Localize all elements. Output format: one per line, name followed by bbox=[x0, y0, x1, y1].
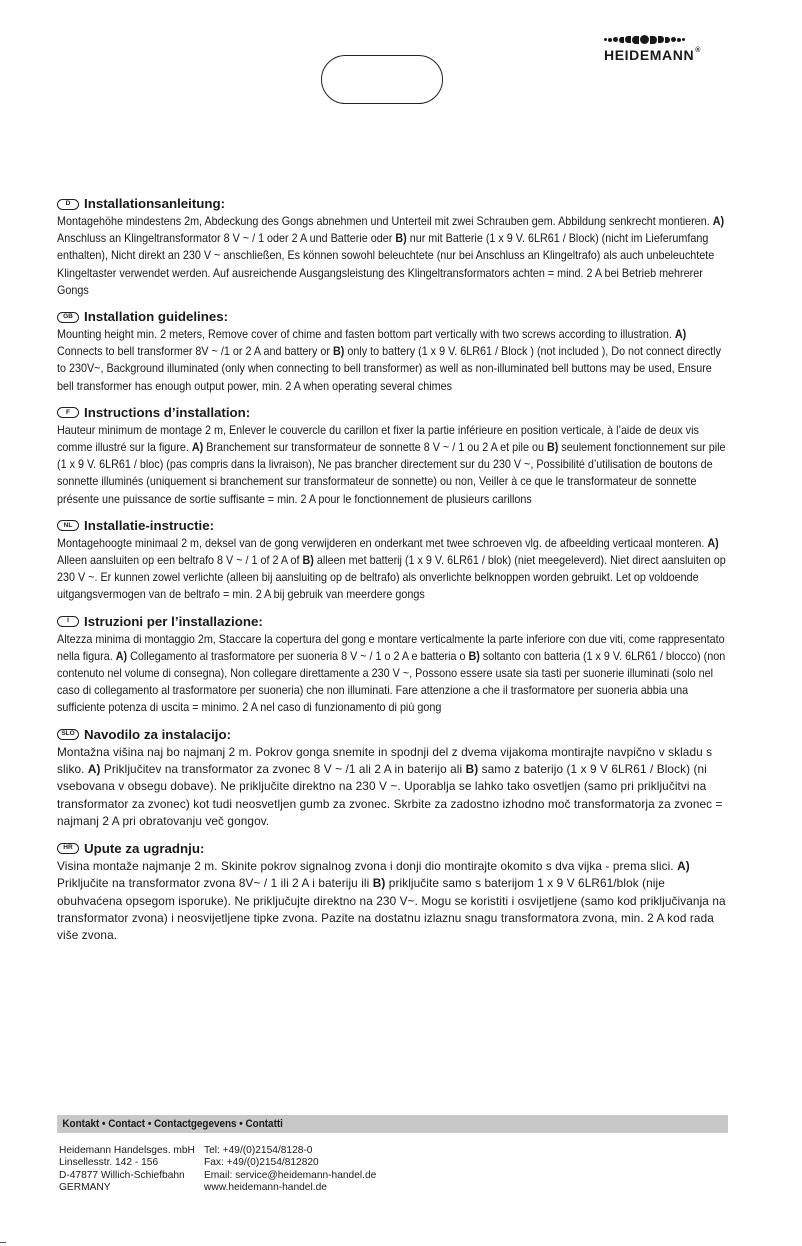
contact-channels bbox=[204, 1145, 376, 1194]
section-body: Visina montaže najmanje 2 m. Skinite pokrov signalnog zvona i donji dio montirajte okomito s dva vijka - prema slici. A) Priključite na transformator zvona 8V~ / 1 ili 2 A i bateriju ili B) priključite samo s baterijom 1 x 9 V 6LR61/blok (nije obuhvaćena opsegom isporuke). Ne priključujte direktno na 230 V~. Mogu se koristiti i osvijetljene (samo kod priključivanja na transformator zvona) i neosvijetljene tipke zvona. Pazite na dostatnu izlaznu snagu transformatora zvona, min. 2 A kod rada više zvona. bbox=[57, 858, 726, 943]
section-body: Hauteur minimum de montage 2 m, Enlever le couvercle du carillon et fixer la partie inférieure en position verticale, à l’aide de deux vis comme illustré sur la figure. A) Branchement sur transformateur de sonnette 8 V ~ / 1 ou 2 A et pile ou B) seulement fonctionnement sur pile (1 x 9 V. 6LR61 / bloc) (pas compris dans la livraison), Ne pas brancher directement sur du 230 V ~, Possibilité d’utilisation de boutons de sonnette illuminés (uniquement si branchement sur transformateur de sonnette) ou non, Veiller à ce que le transformateur de sonnette présente une puissance de sortie suffisante = min. 2 A pour le fonctionnement de plusieurs carillons bbox=[57, 423, 726, 506]
section-heading bbox=[57, 614, 727, 630]
section-title: Installationsanleitung: bbox=[84, 196, 226, 211]
section-body: Altezza minima di montaggio 2m, Staccare la copertura del gong e montare verticalmente la parte inferiore con due viti, come rappresentato nella figura. A) Collegamento al trasformatore per suoneria 8 V ~ / 1 o 2 A e batteria o B) soltanto con batteria (1 x 9 V. 6LR61 / blocco) (non contenuto nel volume di consegna), Non collegare direttamente a 230 V ~, Possono essere usate sia tasti per suonerie illuminati (solo nel caso di collegamento al trasformatore per suoneria) che non illuminati. Fare attenzione a che il trasformatore per suoneria abbia una sufficiente potenza di uscita = minimo. 2 A nel caso di funzionamento di più gong bbox=[57, 632, 726, 715]
address-line: GERMANY bbox=[59, 1181, 111, 1193]
language-badge-icon: D bbox=[57, 199, 79, 210]
section-gb bbox=[57, 309, 727, 395]
contact-address bbox=[59, 1145, 204, 1194]
section-heading bbox=[57, 841, 727, 857]
section-heading bbox=[57, 405, 727, 421]
section-i bbox=[57, 614, 727, 717]
phone-line: Tel: +49/(0)2154/8128-0 bbox=[204, 1145, 313, 1156]
contact-bar-title: Kontakt • Contact • Contactgegevens • Contatti bbox=[62, 1118, 283, 1130]
language-badge-icon: NL bbox=[57, 520, 79, 531]
section-nl bbox=[57, 518, 727, 604]
section-title: Installatie-instructie: bbox=[84, 517, 215, 533]
fax-line: Fax: +49/(0)2154/812820 bbox=[204, 1157, 319, 1169]
section-heading bbox=[57, 309, 727, 325]
section-title: Istruzioni per l’installazione: bbox=[84, 613, 263, 629]
section-body: Montažna višina naj bo najmanj 2 m. Pokrov gonga snemite in spodnji del z dvema vijakoma montirajte navpično v skladu s sliko. A) Priključitev na transformator za zvonec 8 V ~ /1 ali 2 A in baterijo ali B) samo z baterijo (1 x 9 V 6LR61 / Block) (ni vsebovana v obsegu dobave). Ne priključite direktno na 230 V ~. Uporablja se lahko tako osvetljen (samo pri priključitvi na transformator za zvonec) kot tudi neosvetljen gumb za zvonec. Skrbite za zadostno izhodno moč transformatorja za zvonec = najmanj 2 A pri obratovanju več gongov. bbox=[57, 744, 723, 829]
logo-dots-graphic bbox=[604, 35, 750, 44]
section-heading bbox=[57, 518, 727, 534]
language-badge-icon: GB bbox=[57, 312, 79, 323]
section-title: Upute za ugradnju: bbox=[84, 840, 205, 856]
email-link[interactable]: Email: service@heidemann-handel.de bbox=[204, 1169, 377, 1181]
section-slo bbox=[57, 727, 727, 831]
language-badge-icon: I bbox=[57, 616, 79, 627]
address-line: Linsellesstr. 142 - 156 bbox=[59, 1157, 159, 1169]
section-d bbox=[57, 196, 727, 299]
section-hr bbox=[57, 841, 727, 945]
crop-mark bbox=[0, 1242, 6, 1243]
section-f bbox=[57, 405, 727, 508]
instructions-content bbox=[57, 196, 727, 955]
section-body: Montagehoogte minimaal 2 m, deksel van de gong verwijderen en onderkant met twee schroeven vlg. de afbeelding verticaal monteren. A) Alleen aansluiten op een beltrafo 8 V ~ / 1 of 2 A of B) alleen met batterij (1 x 9 V. 6LR61 / blok) (niet meegeleverd). Niet direct aansluiten op 230 V ~. Er kunnen zowel verlichte (alleen bij aansluiting op de beltrafo) als onverlichte belknoppen worden gebruikt. Let op voldoende uitgangsvermogen van de beltrafo = min. 2 A bij gebruik van meerdere gongs bbox=[57, 536, 726, 602]
section-body: Mounting height min. 2 meters, Remove cover of chime and fasten bottom part vertically with two screws according to illustration. A) Connects to bell transformer 8V ~ /1 or 2 A and battery or B) only to battery (1 x 9 V. 6LR61 / Block ) (not included ), Do not connect directly to 230V~, Background illuminated (only when connecting to bell transformer) as well as non-illuminated bell buttons may be used, Ensure bell transformer has enough output power, min. 2 A when operating several chimes bbox=[57, 328, 721, 393]
contact-details bbox=[59, 1145, 376, 1194]
heidemann-logo bbox=[604, 35, 750, 65]
contact-bar bbox=[57, 1115, 728, 1133]
section-heading bbox=[57, 196, 727, 212]
website-link[interactable]: www.heidemann-handel.de bbox=[204, 1181, 327, 1193]
section-title: Navodilo za instalacijo: bbox=[84, 726, 232, 742]
hanging-tab-outline bbox=[321, 55, 443, 104]
language-badge-icon: HR bbox=[57, 843, 79, 854]
section-heading bbox=[57, 727, 727, 743]
language-badge-icon: F bbox=[57, 407, 79, 418]
address-line: D-47877 Willich-Schiefbahn bbox=[59, 1169, 185, 1181]
section-body: Montagehöhe mindestens 2m, Abdeckung des Gongs abnehmen und Unterteil mit zwei Schrauben gem. Abbildung senkrecht montieren. A) Anschluss an Klingeltransformator 8 V ~ / 1 oder 2 A und Batterie oder B) nur mit Batterie (1 x 9 V. 6LR61 / Block) (nicht im Lieferumfang enthalten), Nicht direkt an 230 V ~ anschließen, Es können sowohl beleuchtete (nur bei Anschluss an Klingeltrafo) als auch unbeleuchtete Klingeltaster verwendet werden. Auf ausreichende Ausgangsleistung des Klingeltransformators achten = mind. 2 A bei Betrieb mehrerer Gongs bbox=[57, 215, 725, 297]
language-badge-icon: SLO bbox=[57, 729, 79, 740]
address-line: Heidemann Handelsges. mbH bbox=[59, 1145, 195, 1156]
section-title: Installation guidelines: bbox=[84, 309, 229, 325]
section-title: Instructions d’installation: bbox=[84, 404, 251, 420]
logo-wordmark: HEIDEMANN® bbox=[604, 47, 701, 63]
